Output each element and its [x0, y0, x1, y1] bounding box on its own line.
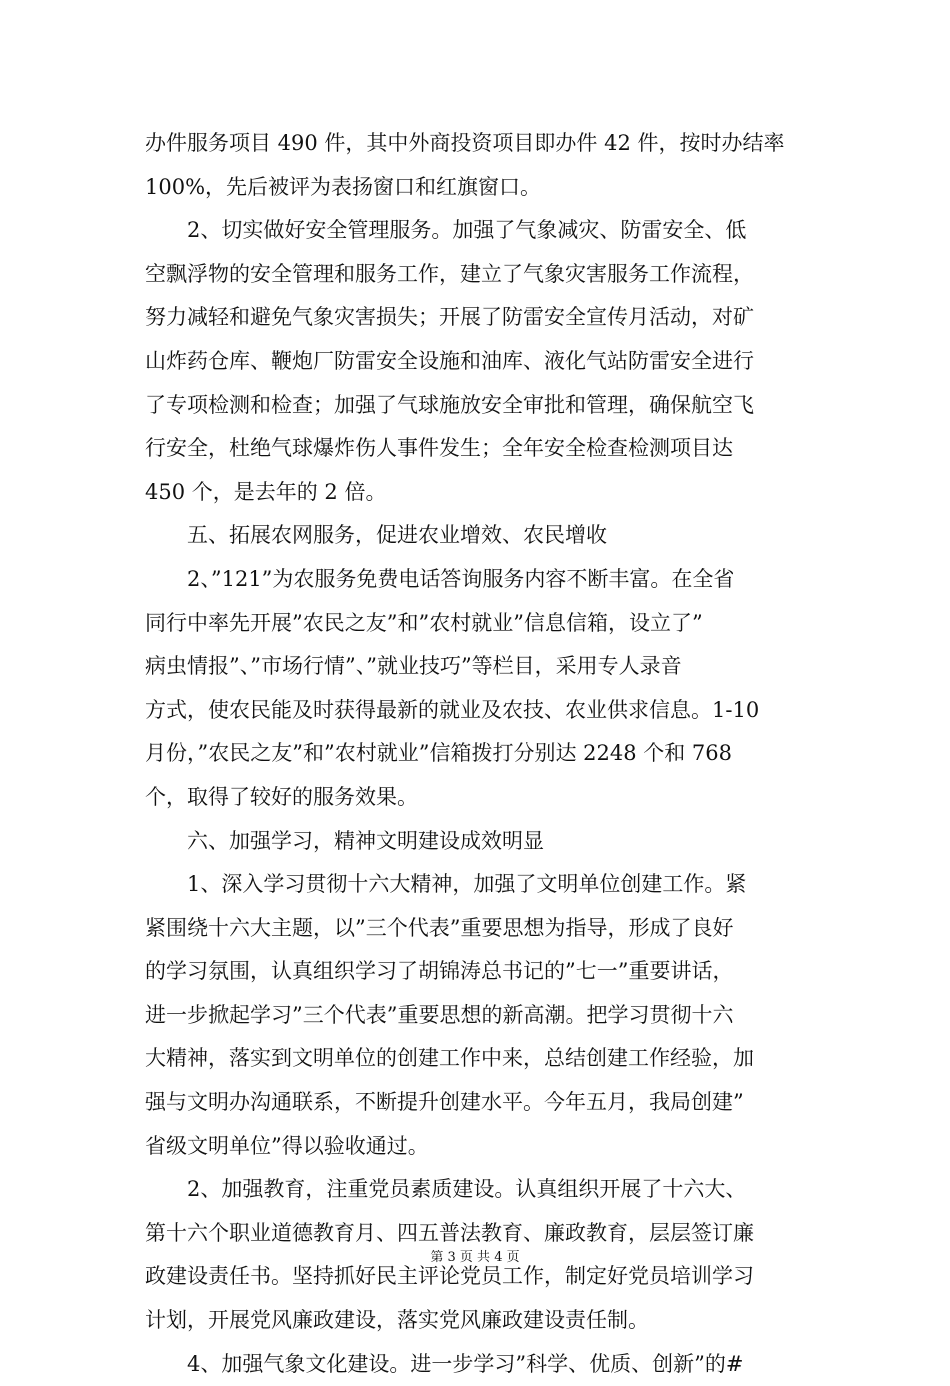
text-line: 强与文明办沟通联系，不断提升创建水平。今年五月，我局创建”	[145, 1090, 744, 1115]
text-line: 了专项检测和检查；加强了气球施放安全审批和管理，确保航空飞	[145, 392, 754, 417]
section-heading: 六、加强学习，精神文明建设成效明显	[145, 828, 544, 853]
text-line: 省级文明单位”得以验收通过。	[145, 1133, 429, 1158]
text-line: 同行中率先开展”农民之友”和”农村就业”信息信箱，设立了”	[145, 610, 703, 635]
text-line: 努力减轻和避免气象灾害损失；开展了防雷安全宣传月活动，对矿	[145, 305, 754, 330]
text-line: 大精神，落实到文明单位的创建工作中来，总结创建工作经验，加	[145, 1046, 754, 1071]
text-line: 2、加强教育，注重党员素质建设。认真组织开展了十六大、	[145, 1177, 747, 1202]
text-line: 的学习氛围，认真组织学习了胡锦涛总书记的”七一”重要讲话，	[145, 959, 734, 984]
text-line: 办件服务项目 490 件，其中外商投资项目即办件 42 件，按时办结率	[145, 131, 785, 155]
document-body	[145, 122, 810, 1386]
section-heading: 五、拓展农网服务，促进农业增效、农民增收	[145, 523, 607, 548]
text-line: 100%，先后被评为表扬窗口和红旗窗口。	[145, 174, 542, 199]
text-line: 进一步掀起学习”三个代表”重要思想的新高潮。把学习贯彻十六	[145, 1002, 734, 1027]
text-line: 450 个，是去年的 2 倍。	[145, 479, 387, 504]
text-line: 2、切实做好安全管理服务。加强了气象减灾、防雷安全、低	[145, 218, 747, 243]
text-line: 山炸药仓库、鞭炮厂防雷安全设施和油库、液化气站防雷安全进行	[145, 348, 754, 373]
text-line: 政建设责任书。坚持抓好民主评论党员工作，制定好党员培训学习	[145, 1264, 754, 1289]
text-line: 4、加强气象文化建设。进一步学习”科学、优质、创新”的#	[145, 1351, 744, 1376]
text-line: 第十六个职业道德教育月、四五普法教育、廉政教育，层层签订廉	[145, 1220, 754, 1245]
text-line: 月份，”农民之友”和”农村就业”信箱拨打分别达 2248 个和 768	[145, 741, 732, 766]
text-line: 病虫情报”、”市场行情”、”就业技巧”等栏目，采用专人录音	[145, 654, 682, 679]
text-line: 个，取得了较好的服务效果。	[145, 784, 418, 809]
page-number-footer: 第 3 页 共 4 页	[430, 1250, 520, 1265]
text-line: 行安全，杜绝气球爆炸伤人事件发生；全年安全检查检测项目达	[145, 436, 733, 461]
text-line: 方式，使农民能及时获得最新的就业及农技、农业供求信息。1-10	[145, 697, 760, 722]
text-line: 计划，开展党风廉政建设，落实党风廉政建设责任制。	[145, 1308, 649, 1333]
text-line: 2、”121”为农服务免费电话答询服务内容不断丰富。在全省	[145, 566, 735, 591]
text-line: 空飘浮物的安全管理和服务工作，建立了气象灾害服务工作流程，	[145, 261, 754, 286]
text-line: 紧围绕十六大主题，以”三个代表”重要思想为指导，形成了良好	[145, 915, 734, 940]
text-line: 1、深入学习贯彻十六大精神，加强了文明单位创建工作。紧	[145, 872, 747, 897]
